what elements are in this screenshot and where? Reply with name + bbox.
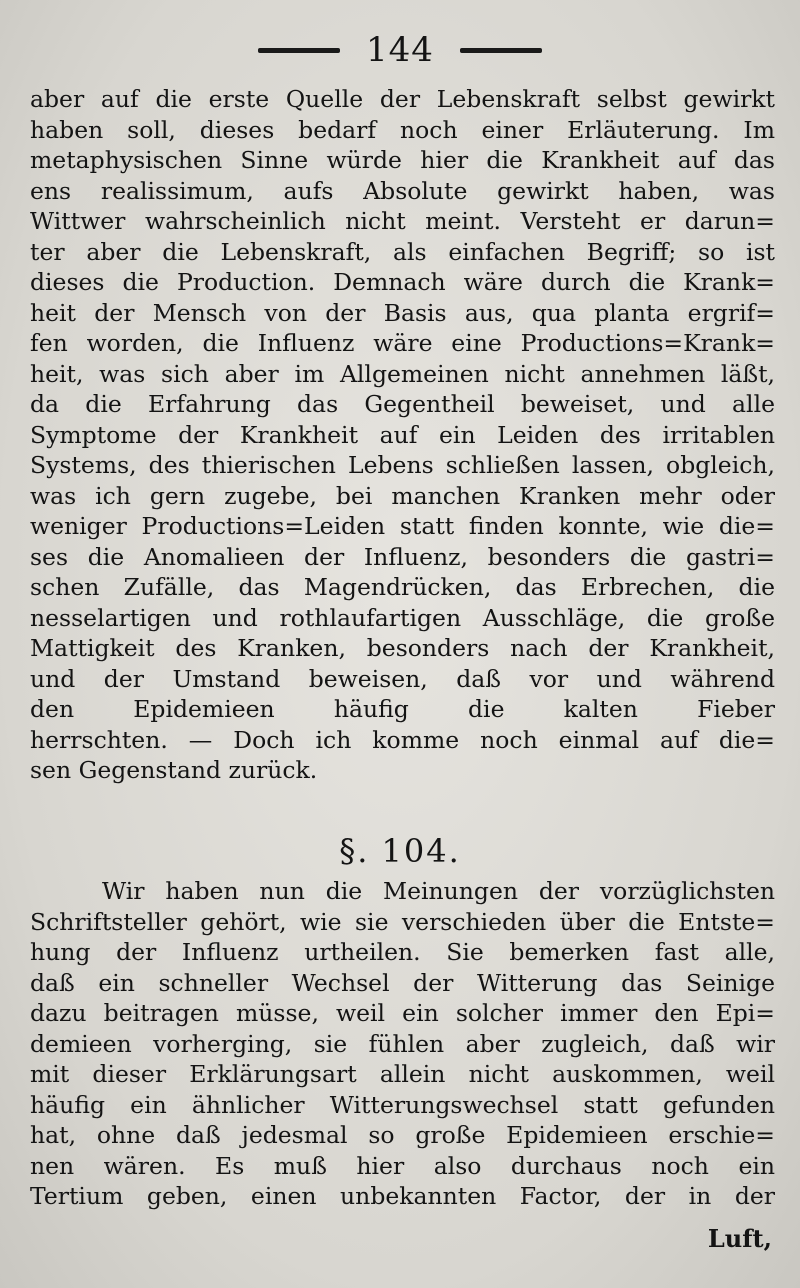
text-line: dieses die Production. Demnach wäre durch die Krank= [30, 268, 775, 296]
catchword: Luft, [707, 1224, 772, 1253]
text-line: fen worden, die Influenz wäre eine Productions=Krank= [30, 329, 775, 357]
text-line: herrschten. — Doch ich komme noch einmal auf die= [30, 725, 775, 754]
text-line: Schriftsteller gehört, wie sie verschieden über die Entste= [30, 907, 775, 936]
text-line: Systems, des thierischen Lebens schließen lassen, obgleich, [30, 451, 775, 479]
text-line: und der Umstand beweisen, daß vor und während [30, 664, 775, 693]
left-rule [258, 48, 340, 53]
page-header [0, 28, 800, 72]
text-line: dazu beitragen müsse, weil ein solcher immer den Epi= [30, 999, 775, 1027]
text-line: ter aber die Lebenskraft, als einfachen Begriff; so ist [30, 237, 775, 266]
text-line: den Epidemieen häufig die kalten Fieber [30, 695, 775, 723]
paragraph-2 [30, 876, 775, 1212]
text-line: haben soll, dieses bedarf noch einer Erläuterung. Im [30, 115, 775, 144]
text-line: metaphysischen Sinne würde hier die Krankheit auf das [30, 146, 775, 174]
text-line: ses die Anomalieen der Influenz, besonders die gastri= [30, 542, 775, 571]
text-line: nen wären. Es muß hier also durchaus noch ein [30, 1151, 775, 1180]
text-line: mit dieser Erklärungsart allein nicht auskommen, weil [30, 1060, 775, 1088]
text-line: demieen vorherging, sie fühlen aber zugleich, daß wir [30, 1029, 775, 1058]
text-line: heit, was sich aber im Allgemeinen nicht annehmen läßt, [30, 359, 775, 388]
text-line: aber auf die erste Quelle der Lebenskraft selbst gewirkt [30, 85, 775, 113]
text-line: häufig ein ähnlicher Witterungswechsel statt gefunden [30, 1090, 775, 1119]
text-line: daß ein schneller Wechsel der Witterung das Seinige [30, 968, 775, 997]
text-line: nesselartigen und rothlaufartigen Ausschläge, die große [30, 603, 775, 632]
text-line: hat, ohne daß jedesmal so große Epidemieen erschie= [30, 1121, 775, 1149]
text-line: heit der Mensch von der Basis aus, qua planta ergrif= [30, 298, 775, 327]
paragraph-1 [30, 84, 775, 786]
text-line: ens realissimum, aufs Absolute gewirkt haben, was [30, 176, 775, 205]
text-line: Wir haben nun die Meinungen der vorzüglichsten [102, 877, 775, 905]
text-line: da die Erfahrung das Gegentheil beweiset, und alle [30, 390, 775, 418]
text-line: Symptome der Krankheit auf ein Leiden des irritablen [30, 420, 775, 449]
text-line: schen Zufälle, das Magendrücken, das Erbrechen, die [30, 573, 775, 601]
text-line: hung der Influenz urtheilen. Sie bemerken fast alle, [30, 938, 775, 966]
text-line: was ich gern zugebe, bei manchen Kranken mehr oder [30, 481, 775, 510]
right-rule [460, 48, 542, 53]
text-line: sen Gegenstand zurück. [30, 756, 318, 784]
text-line: Wittwer wahrscheinlich nicht meint. Versteht er darun= [30, 207, 775, 235]
text-line: weniger Productions=Leiden statt finden konnte, wie die= [30, 512, 775, 540]
text-line: Mattigkeit des Kranken, besonders nach der Krankheit, [30, 634, 775, 662]
text-line: Tertium geben, einen unbekannten Factor, der in der [30, 1182, 775, 1210]
section-heading: §. 104. [339, 832, 461, 870]
page-number: 144 [366, 30, 434, 70]
